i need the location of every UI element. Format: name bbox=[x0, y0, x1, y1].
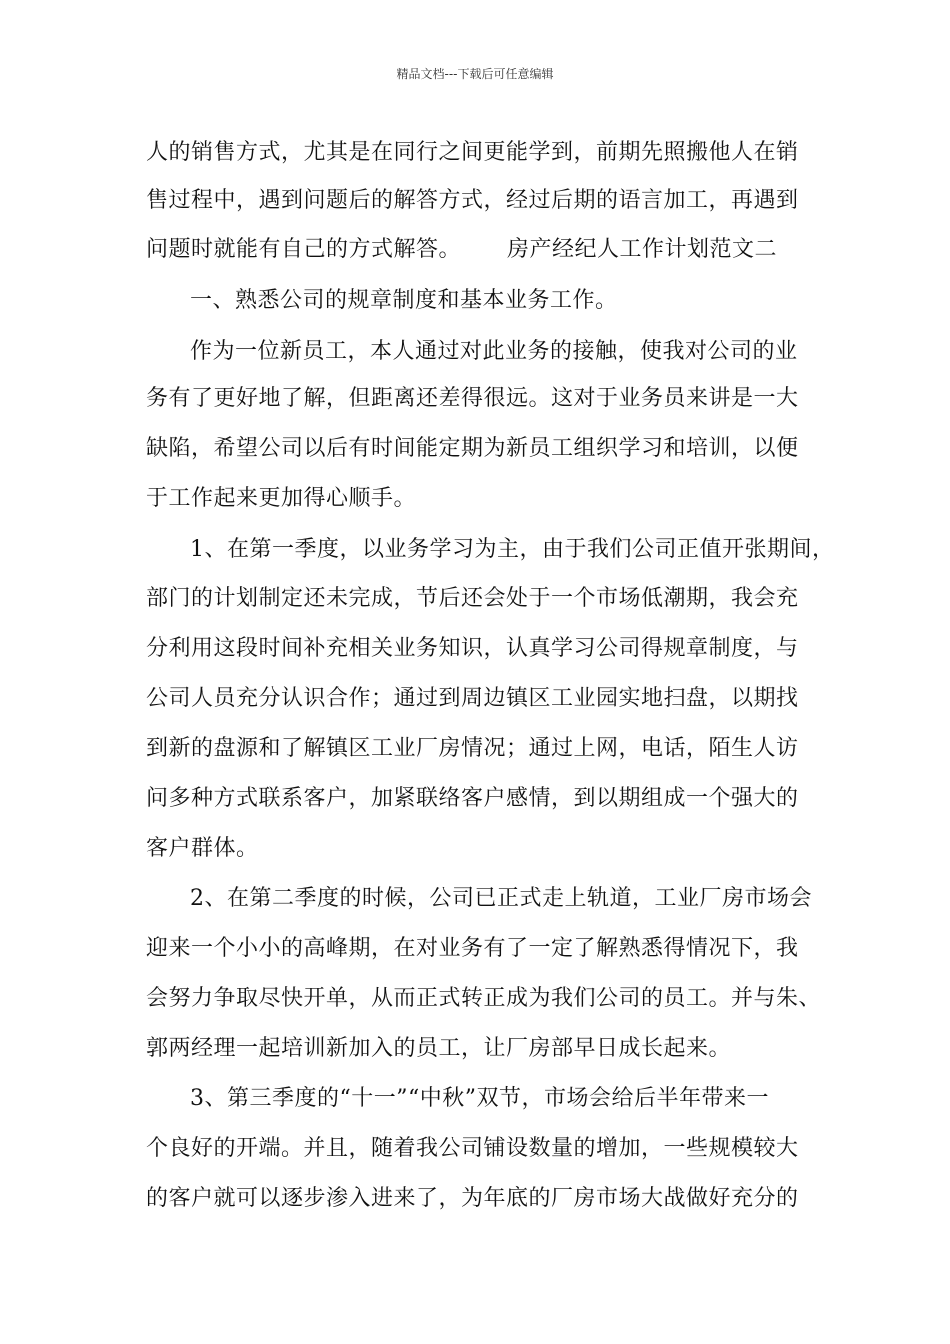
text-line: 迎来一个小小的高峰期，在对业务有了一定了解熟悉得情况下，我 bbox=[146, 936, 799, 961]
text-line: 售过程中，遇到问题后的解答方式，经过后期的语言加工，再遇到 bbox=[146, 188, 799, 213]
text-line: 缺陷，希望公司以后有时间能定期为新员工组织学习和培训，以便 bbox=[146, 436, 799, 461]
text-line: 客户群体。 bbox=[146, 836, 259, 861]
text-line: 问题时就能有自己的方式解答。 bbox=[146, 237, 462, 262]
section-heading: 一、熟悉公司的规章制度和基本业务工作。 bbox=[190, 288, 618, 313]
text-line: 部门的计划制定还未完成，节后还会处于一个市场低潮期，我会充 bbox=[146, 586, 799, 611]
paragraph-start: 3、第三季度的“十一”“中秋”双节，市场会给后半年带来一 bbox=[190, 1086, 769, 1111]
text-line: 问多种方式联系客户，加紧联络客户感情，到以期组成一个强大的 bbox=[146, 786, 799, 811]
text-line: 分利用这段时间补充相关业务知识，认真学习公司得规章制度，与 bbox=[146, 636, 799, 661]
text-line: 务有了更好地了解，但距离还差得很远。这对于业务员来讲是一大 bbox=[146, 386, 799, 411]
paragraph-start: 作为一位新员工，本人通过对此业务的接触，使我对公司的业 bbox=[190, 339, 798, 364]
text-line: 到新的盘源和了解镇区工业厂房情况；通过上网，电话，陌生人访 bbox=[146, 736, 799, 761]
text-line: 于工作起来更加得心顺手。 bbox=[146, 486, 417, 511]
paragraph-start: 2、在第二季度的时候，公司已正式走上轨道，工业厂房市场会 bbox=[190, 886, 812, 911]
text-line: 人的销售方式，尤其是在同行之间更能学到，前期先照搬他人在销 bbox=[146, 140, 799, 165]
page-header: 精品文档---下载后可任意编辑 bbox=[396, 67, 554, 81]
text-line: 公司人员充分认识合作；通过到周边镇区工业园实地扫盘，以期找 bbox=[146, 686, 799, 711]
text-line: 郭两经理一起培训新加入的员工，让厂房部早日成长起来。 bbox=[146, 1036, 732, 1061]
text-line: 的客户就可以逐步渗入进来了，为年底的厂房市场大战做好充分的 bbox=[146, 1186, 799, 1211]
text-line-with-title bbox=[146, 235, 777, 265]
text-line: 个良好的开端。并且，随着我公司铺设数量的增加，一些规模较大 bbox=[146, 1136, 799, 1161]
text-line: 会努力争取尽快开单，从而正式转正成为我们公司的员工。并与朱、 bbox=[146, 986, 822, 1011]
paragraph-start: 1、在第一季度，以业务学习为主，由于我们公司正值开张期间， bbox=[190, 537, 835, 562]
section-title: 房产经纪人工作计划范文二 bbox=[507, 237, 778, 262]
